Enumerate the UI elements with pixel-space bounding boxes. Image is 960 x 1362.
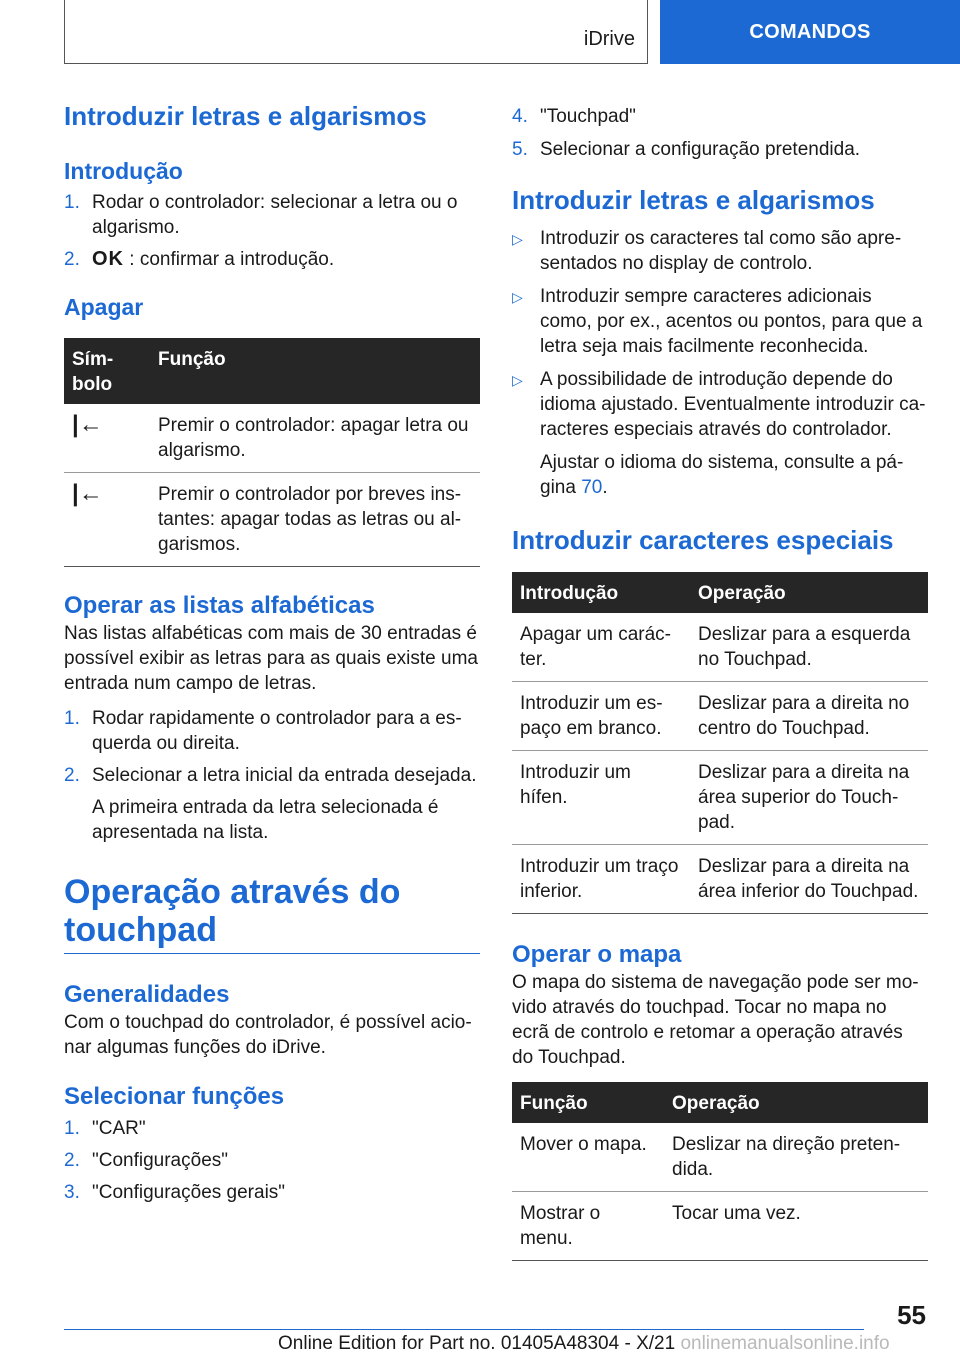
heading-caracteres-especiais: Introduzir caracteres especiais [512, 525, 894, 555]
table-header: Sím- bolo [64, 338, 150, 404]
left-column [64, 100, 480, 1205]
table-row [512, 682, 928, 751]
header-section-label: iDrive [583, 28, 635, 50]
table-row [64, 473, 480, 567]
list-item [512, 137, 928, 162]
list-number: 3. [64, 1182, 80, 1203]
list-text: "Touchpad" [540, 106, 636, 127]
table-cell: Deslizar para a direita na área inferior do Touchpad. [690, 845, 928, 914]
apagar-table [64, 338, 480, 567]
list-text: "Configurações gerais" [92, 1182, 286, 1203]
heading-apagar: Apagar [64, 294, 144, 320]
idioma-note: Ajustar o idioma do sistema, consulte a pá-gina 70. [540, 452, 904, 498]
idioma-note-text: Ajustar o idioma do sistema, consulte a pá-gina [540, 452, 904, 498]
table-row [512, 613, 928, 682]
bullet-item [512, 367, 928, 442]
ok-icon: OK [92, 248, 124, 270]
table-cell: Premir o controlador: apagar letra ou algarismo. [150, 404, 480, 473]
triangle-bullet-icon: ▷ [512, 372, 523, 388]
table-row [64, 404, 480, 473]
backspace-icon: |← [72, 411, 103, 438]
list-text: "CAR" [92, 1118, 146, 1139]
triangle-bullet-icon: ▷ [512, 289, 523, 305]
bullet-text: Introduzir sempre caracteres adicionais como, por ex., acentos ou pontos, para que a letra seja mais facilmente reconhecida. [540, 286, 923, 357]
list-number: 1. [64, 192, 80, 213]
list-text: Rodar o controlador: selecionar a letra ou o algarismo. [92, 192, 458, 238]
table-cell: Premir o controlador por breves ins-tantes: apagar todas as letras ou al-garismos. [150, 473, 480, 567]
bullet-text: A possibilidade de introdução depende do idioma ajustado. Eventualmente introduzir ca-racteres especiais através do controlador. [540, 369, 926, 440]
heading-introducao: Introdução [64, 158, 183, 184]
heading-introduzir-letras-2: Introduzir letras e algarismos [512, 185, 875, 215]
table-header: Operação [664, 1082, 928, 1123]
table-cell: Deslizar para a direita no centro do Touchpad. [690, 682, 928, 751]
list-text: : confirmar a introdução. [129, 249, 335, 270]
list-item [64, 706, 480, 756]
list-item [64, 763, 480, 788]
list-text: Selecionar a letra inicial da entrada desejada. [92, 765, 477, 786]
bullet-item [512, 284, 928, 359]
list-item [64, 1116, 480, 1141]
footer-watermark: onlinemanualsonline.info [680, 1333, 890, 1354]
table-cell: Deslizar na direção preten-dida. [664, 1123, 928, 1192]
table-header: Função [512, 1082, 664, 1123]
page-number: 55 [897, 1300, 926, 1330]
list-text: Rodar rapidamente o controlador para a es-querda ou direita. [92, 708, 462, 754]
table-row [512, 845, 928, 914]
right-column [512, 104, 928, 1261]
table-cell: Tocar uma vez. [664, 1192, 928, 1261]
table-cell: Mover o mapa. [512, 1123, 664, 1192]
header-tab-comandos[interactable]: COMANDOS [660, 0, 960, 64]
table-cell: Deslizar para a esquerda no Touchpad. [690, 613, 928, 682]
footer-text [278, 1333, 890, 1355]
table-cell: Deslizar para a direita na área superior do Touch-pad. [690, 751, 928, 845]
bullet-item [512, 226, 928, 276]
header-box [64, 0, 648, 64]
heading-touchpad-line2: touchpad [64, 911, 217, 949]
list-number: 2. [64, 765, 80, 786]
list-text: Selecionar a configuração pretendida. [540, 139, 861, 160]
list-number: 5. [512, 139, 528, 160]
table-header: Função [150, 338, 480, 404]
heading-generalidades: Generalidades [64, 981, 230, 1008]
heading-introduzir-letras: Introduzir letras e algarismos [64, 101, 427, 131]
table-cell: Apagar um carác-ter. [512, 613, 690, 682]
table-cell: Introduzir um traço inferior. [512, 845, 690, 914]
especiais-table [512, 572, 928, 914]
table-row [512, 1192, 928, 1261]
list-number: 1. [64, 708, 80, 729]
list-item [64, 247, 480, 272]
paragraph-mapa: O mapa do sistema de navegação pode ser mo-vido através do touchpad. Tocar no mapa no ecrã de controlo e retomar a operação através do Touchpad. [512, 972, 919, 1068]
list-text: "Configurações" [92, 1150, 229, 1171]
list-number: 2. [64, 249, 80, 270]
list-item [512, 104, 928, 129]
heading-listas: Operar as listas alfabéticas [64, 592, 375, 619]
table-cell: Introduzir um hífen. [512, 751, 690, 845]
heading-touchpad-line1: Operação através do [64, 873, 401, 911]
list-number: 2. [64, 1150, 80, 1171]
paragraph-generalidades: Com o touchpad do controlador, é possível acio-nar algumas funções do iDrive. [64, 1012, 472, 1058]
footer-edition: Online Edition for Part no. 01405A48304 - X/21 [278, 1333, 676, 1354]
table-cell: Mostrar o menu. [512, 1192, 664, 1261]
list-number: 1. [64, 1118, 80, 1139]
list-item [64, 1180, 480, 1205]
backspace-icon: |← [72, 480, 103, 507]
listas-note: A primeira entrada da letra selecionada é apresentada na lista. [92, 797, 439, 843]
table-header: Operação [690, 572, 928, 613]
page-link[interactable]: 70 [581, 477, 603, 498]
heading-mapa: Operar o mapa [512, 941, 682, 968]
paragraph-listas: Nas listas alfabéticas com mais de 30 entradas é possível exibir as letras para as quais existe uma entrada num campo de letras. [64, 623, 478, 694]
list-item [64, 1148, 480, 1173]
list-number: 4. [512, 106, 528, 127]
table-row [512, 751, 928, 845]
bullet-text: Introduzir os caracteres tal como são apre-sentados no display de controlo. [540, 228, 902, 274]
triangle-bullet-icon: ▷ [512, 231, 523, 247]
table-row [512, 1123, 928, 1192]
heading-selecionar: Selecionar funções [64, 1083, 285, 1110]
footer-rule [64, 1329, 864, 1330]
table-header: Introdução [512, 572, 690, 613]
mapa-table [512, 1082, 928, 1261]
table-cell: Introduzir um es-paço em branco. [512, 682, 690, 751]
list-item [64, 190, 480, 240]
